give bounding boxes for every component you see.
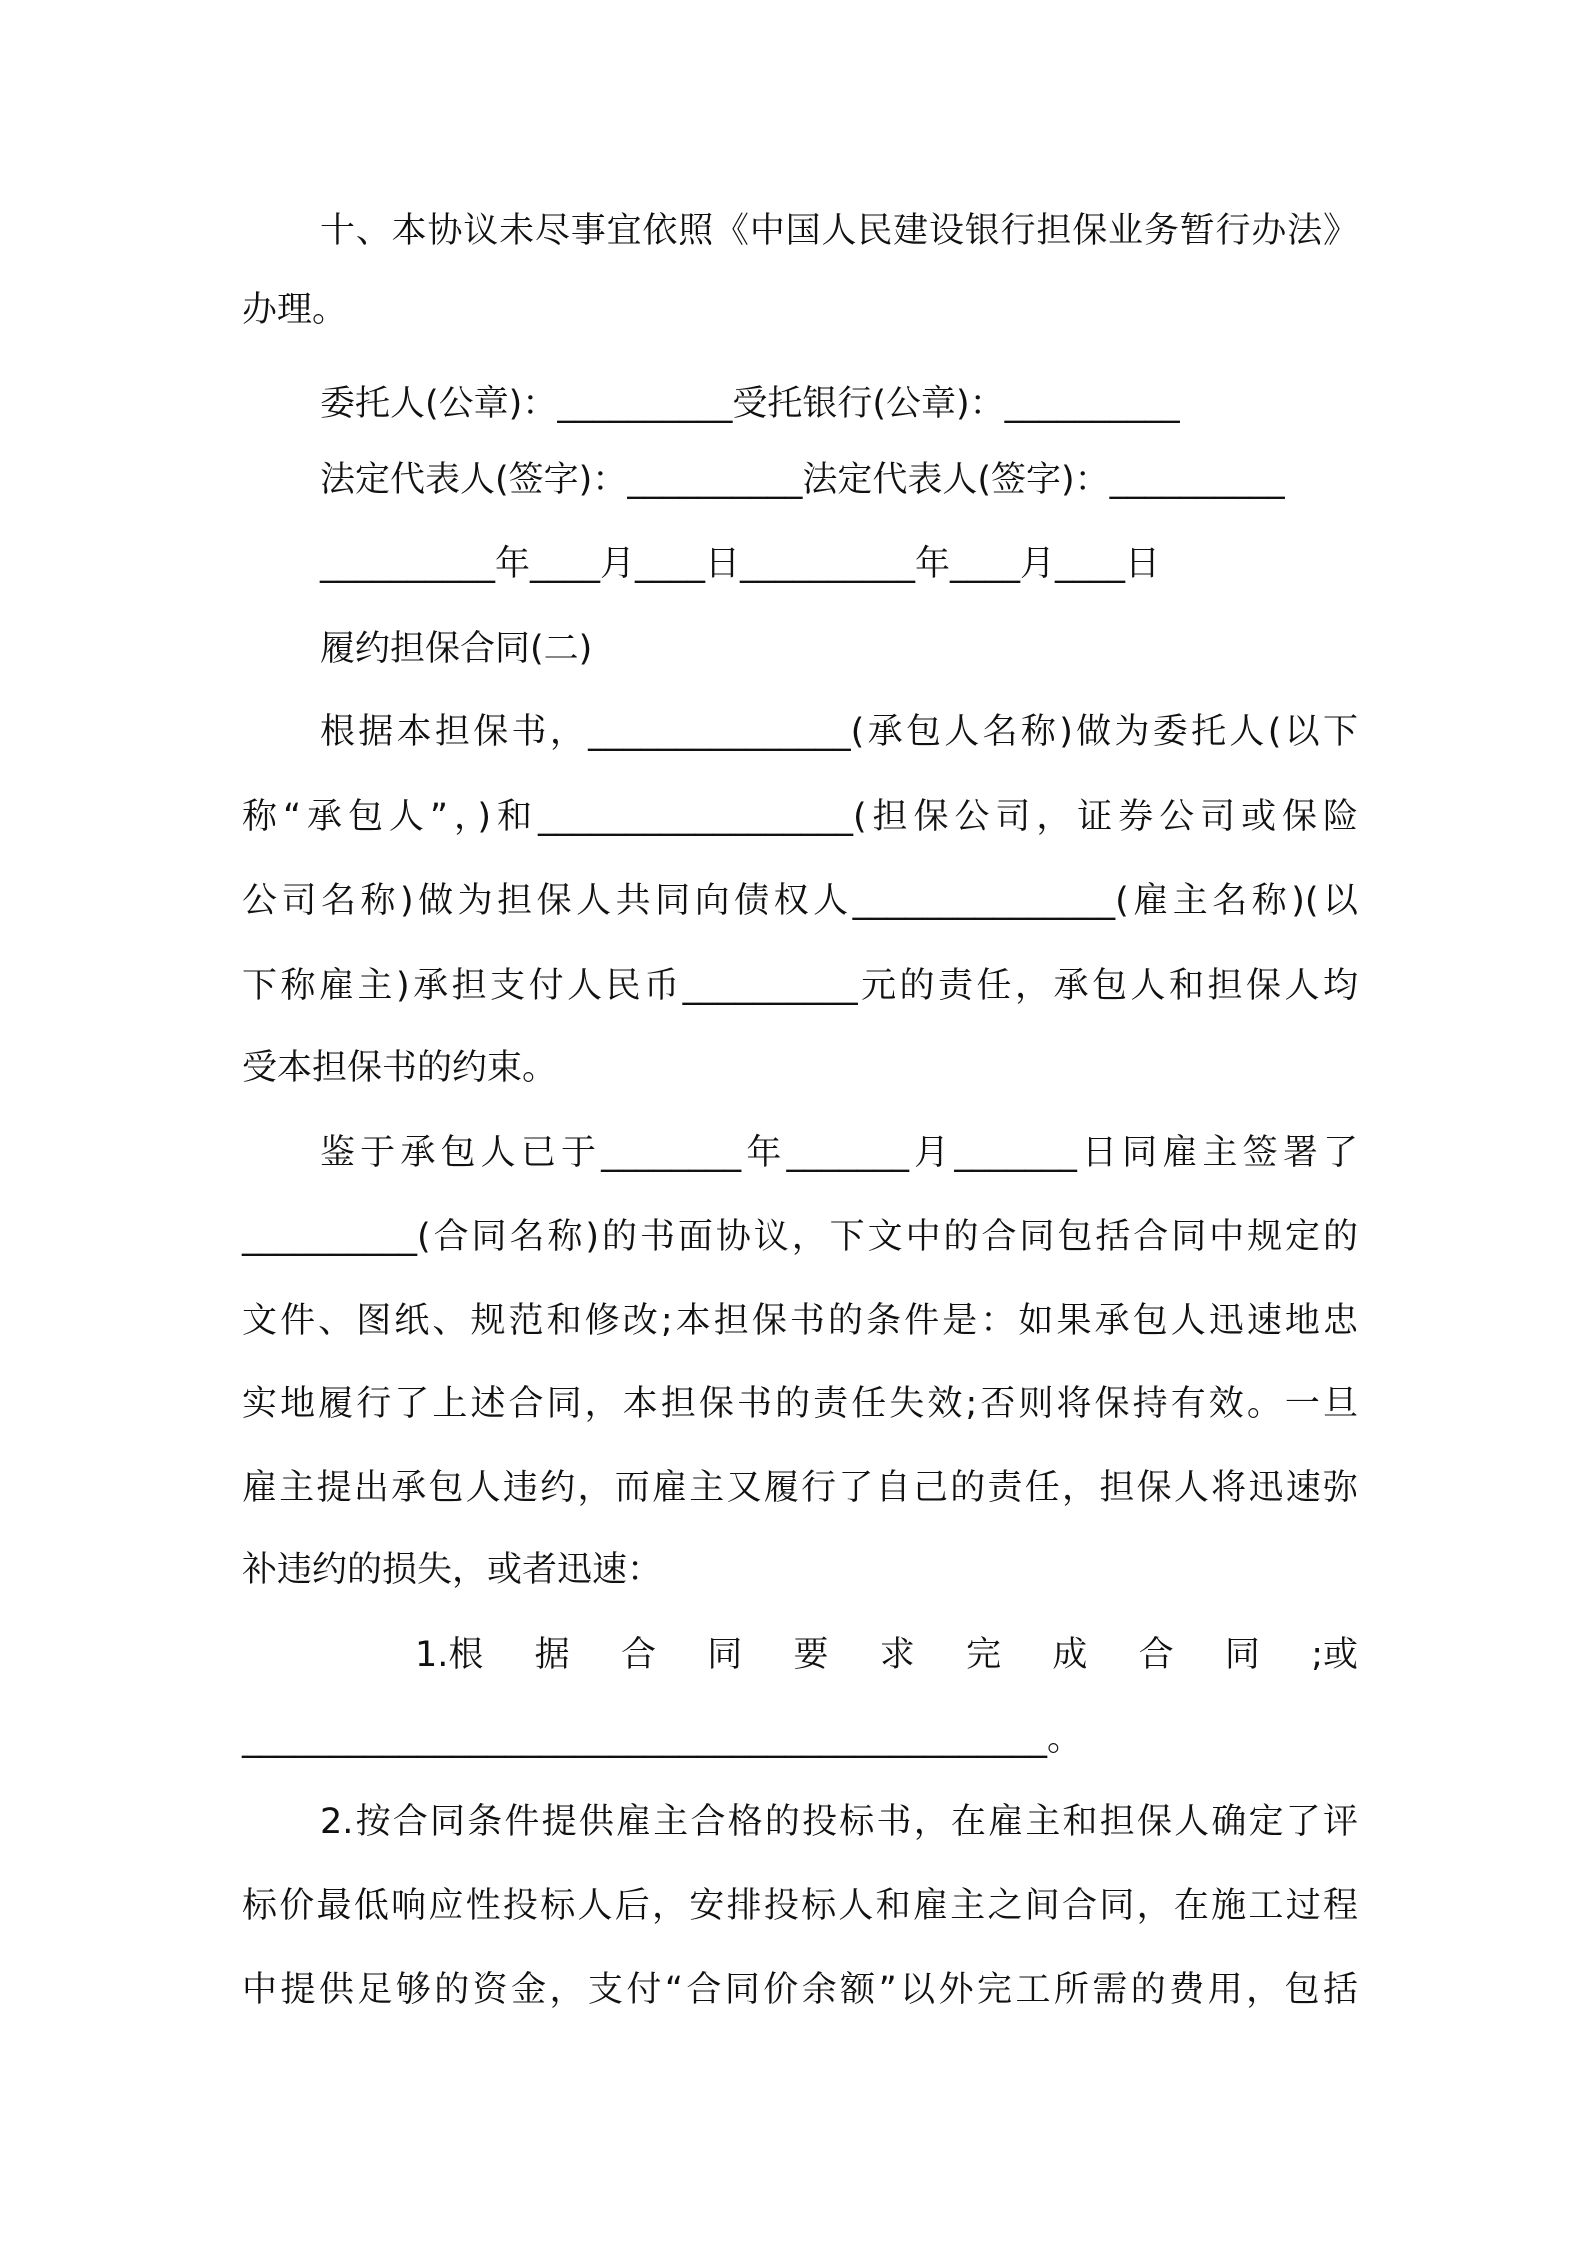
principal-seal-label: 委托人(公章)： <box>320 384 558 424</box>
principal-rep-label: 法定代表人(签字)： <box>320 460 628 500</box>
seal-row <box>320 379 1358 429</box>
principal-rep-blank: __________ <box>627 460 803 500</box>
item-2-line: 标价最低响应性投标人后，安排投标人和雇主之间合同，在施工过程 <box>242 1886 1358 1926</box>
item-1-token: ;或 <box>1311 1635 1358 1675</box>
item-1-token: 同 <box>707 1635 743 1675</box>
paragraph-line: 根据本担保书，_______________(承包人名称)做为委托人(以下 <box>320 712 1358 752</box>
item-1-token: 成 <box>1052 1635 1088 1675</box>
bank-seal-blank: __________ <box>1004 384 1180 424</box>
item-1-token: 同 <box>1224 1635 1260 1675</box>
paragraph-line: 下称雇主)承担支付人民币__________元的责任，承包人和担保人均 <box>242 966 1358 1006</box>
item-2-line: 2.按合同条件提供雇主合格的投标书，在雇主和担保人确定了评 <box>320 1802 1358 1842</box>
clause-10-line: 办理。 <box>242 290 348 330</box>
item-1-token: 据 <box>534 1635 570 1675</box>
item-1-token: 合 <box>1138 1635 1174 1675</box>
bank-rep-blank: __________ <box>1109 460 1285 500</box>
item-1-token: 完 <box>966 1635 1002 1675</box>
principal-seal-blank: __________ <box>557 384 733 424</box>
bank-rep-label: 法定代表人(签字)： <box>802 460 1110 500</box>
paragraph-line: 称“承包人”，)和__________________(担保公司，证券公司或保险 <box>242 797 1358 837</box>
item-1-token: 1.根 <box>415 1635 484 1675</box>
bank-seal-label: 受托银行(公章)： <box>732 384 1005 424</box>
paragraph-line: 受本担保书的约束。 <box>242 1048 558 1088</box>
representative-row <box>320 455 1358 505</box>
date-row <box>320 539 1358 589</box>
paragraph-line: 雇主提出承包人违约，而雇主又履行了自己的责任，担保人将迅速弥 <box>242 1468 1358 1508</box>
paragraph-line: __________(合同名称)的书面协议，下文中的合同包括合同中规定的 <box>242 1217 1358 1257</box>
paragraph-line: 实地履行了上述合同，本担保书的责任失效;否则将保持有效。一旦 <box>242 1384 1358 1424</box>
clause-10-line: 十、本协议未尽事宜依照《中国人民建设银行担保业务暂行办法》 <box>320 211 1358 251</box>
item-1-line <box>415 1630 1358 1680</box>
section-title: 履约担保合同(二) <box>320 629 593 669</box>
paragraph-line: 鉴于承包人已于________年_______月_______日同雇主签署了 <box>320 1133 1358 1173</box>
item-1-blank-line: ______________________________________________。 <box>242 1719 1083 1759</box>
paragraph-line: 公司名称)做为担保人共同向债权人_______________(雇主名称)(以 <box>242 881 1358 921</box>
paragraph-line: 补违约的损失，或者迅速： <box>242 1550 663 1590</box>
item-2-line: 中提供足够的资金，支付“合同价余额”以外完工所需的费用，包括 <box>242 1970 1358 2010</box>
item-1-token: 要 <box>793 1635 829 1675</box>
item-1-token: 求 <box>879 1635 915 1675</box>
principal-date: __________年____月____日 <box>320 544 741 584</box>
bank-date: __________年____月____日 <box>740 544 1161 584</box>
item-1-token: 合 <box>620 1635 656 1675</box>
paragraph-line: 文件、图纸、规范和修改;本担保书的条件是：如果承包人迅速地忠 <box>242 1301 1358 1341</box>
